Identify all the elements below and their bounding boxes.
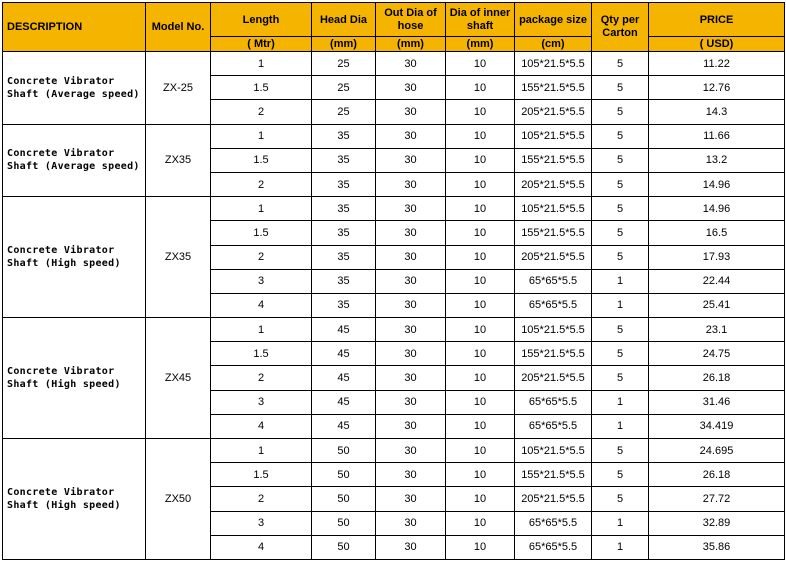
price-cell: 24.75 [649,342,785,366]
qty-cell: 1 [592,414,649,438]
length-cell: 1 [211,318,312,342]
qty-cell: 1 [592,511,649,535]
model-cell: ZX35 [146,124,211,197]
description-cell: Concrete Vibrator Shaft (High speed) [3,318,146,439]
model-cell: ZX50 [146,439,211,560]
description-cell: Concrete Vibrator Shaft (High speed) [3,197,146,318]
length-cell: 2 [211,366,312,390]
inner-dia-cell: 10 [446,269,515,293]
header-description: DESCRIPTION [3,3,146,52]
out-dia-cell: 30 [376,366,446,390]
qty-cell: 5 [592,318,649,342]
head-dia-cell: 45 [312,366,376,390]
qty-cell: 5 [592,342,649,366]
qty-cell: 5 [592,197,649,221]
price-cell: 13.2 [649,148,785,172]
package-cell: 205*21.5*5.5 [515,100,592,124]
price-cell: 26.18 [649,463,785,487]
inner-dia-cell: 10 [446,366,515,390]
package-cell: 105*21.5*5.5 [515,197,592,221]
qty-cell: 5 [592,172,649,196]
out-dia-cell: 30 [376,148,446,172]
out-dia-cell: 30 [376,293,446,317]
header-price: PRICE [649,3,785,37]
length-cell: 1.5 [211,463,312,487]
out-dia-cell: 30 [376,269,446,293]
inner-dia-cell: 10 [446,487,515,511]
price-cell: 17.93 [649,245,785,269]
out-dia-cell: 30 [376,487,446,511]
inner-dia-cell: 10 [446,245,515,269]
price-cell: 23.1 [649,318,785,342]
header-inner-dia-unit: (mm) [446,37,515,52]
price-cell: 14.96 [649,172,785,196]
head-dia-cell: 35 [312,197,376,221]
qty-cell: 1 [592,535,649,559]
qty-cell: 5 [592,245,649,269]
length-cell: 4 [211,293,312,317]
qty-cell: 5 [592,148,649,172]
length-cell: 1.5 [211,342,312,366]
head-dia-cell: 35 [312,124,376,148]
out-dia-cell: 30 [376,463,446,487]
qty-cell: 5 [592,487,649,511]
model-cell: ZX35 [146,197,211,318]
length-cell: 1 [211,52,312,76]
head-dia-cell: 35 [312,269,376,293]
inner-dia-cell: 10 [446,318,515,342]
inner-dia-cell: 10 [446,511,515,535]
out-dia-cell: 30 [376,197,446,221]
package-cell: 65*65*5.5 [515,269,592,293]
qty-cell: 1 [592,390,649,414]
inner-dia-cell: 10 [446,52,515,76]
head-dia-cell: 45 [312,414,376,438]
inner-dia-cell: 10 [446,463,515,487]
package-cell: 105*21.5*5.5 [515,124,592,148]
price-cell: 14.96 [649,197,785,221]
length-cell: 1.5 [211,76,312,100]
package-cell: 205*21.5*5.5 [515,366,592,390]
head-dia-cell: 35 [312,245,376,269]
header-package-unit: (cm) [515,37,592,52]
table-row [3,124,785,148]
qty-cell: 5 [592,439,649,463]
package-cell: 65*65*5.5 [515,293,592,317]
out-dia-cell: 30 [376,414,446,438]
length-cell: 1.5 [211,221,312,245]
header-package: package size [515,3,592,37]
head-dia-cell: 25 [312,76,376,100]
inner-dia-cell: 10 [446,414,515,438]
length-cell: 1.5 [211,148,312,172]
length-cell: 2 [211,100,312,124]
package-cell: 155*21.5*5.5 [515,342,592,366]
qty-cell: 5 [592,124,649,148]
head-dia-cell: 45 [312,342,376,366]
price-cell: 11.66 [649,124,785,148]
description-cell: Concrete Vibrator Shaft (Average speed) [3,52,146,125]
header-inner-dia: Dia of inner shaft [446,3,515,37]
inner-dia-cell: 10 [446,124,515,148]
head-dia-cell: 45 [312,318,376,342]
inner-dia-cell: 10 [446,221,515,245]
price-cell: 12.76 [649,76,785,100]
header-model: Model No. [146,3,211,52]
qty-cell: 5 [592,463,649,487]
head-dia-cell: 35 [312,221,376,245]
package-cell: 205*21.5*5.5 [515,487,592,511]
head-dia-cell: 25 [312,52,376,76]
table-row [3,197,785,221]
header-out-dia: Out Dia of hose [376,3,446,37]
length-cell: 3 [211,511,312,535]
price-cell: 14.3 [649,100,785,124]
head-dia-cell: 50 [312,463,376,487]
price-cell: 11.22 [649,52,785,76]
length-cell: 2 [211,245,312,269]
inner-dia-cell: 10 [446,535,515,559]
length-cell: 2 [211,172,312,196]
out-dia-cell: 30 [376,172,446,196]
head-dia-cell: 50 [312,439,376,463]
package-cell: 65*65*5.5 [515,390,592,414]
model-cell: ZX45 [146,318,211,439]
length-cell: 1 [211,439,312,463]
package-cell: 155*21.5*5.5 [515,463,592,487]
out-dia-cell: 30 [376,511,446,535]
qty-cell: 5 [592,100,649,124]
out-dia-cell: 30 [376,100,446,124]
qty-cell: 5 [592,221,649,245]
header-head-dia-unit: (mm) [312,37,376,52]
head-dia-cell: 35 [312,293,376,317]
header-length-unit: ( Mtr) [211,37,312,52]
length-cell: 1 [211,124,312,148]
price-cell: 32.89 [649,511,785,535]
qty-cell: 5 [592,76,649,100]
package-cell: 205*21.5*5.5 [515,245,592,269]
out-dia-cell: 30 [376,124,446,148]
package-cell: 205*21.5*5.5 [515,172,592,196]
table-row [3,318,785,342]
length-cell: 2 [211,487,312,511]
price-cell: 22.44 [649,269,785,293]
out-dia-cell: 30 [376,76,446,100]
length-cell: 1 [211,197,312,221]
header-qty: Qty per Carton [592,3,649,52]
head-dia-cell: 50 [312,535,376,559]
header-head-dia: Head Dia [312,3,376,37]
package-cell: 155*21.5*5.5 [515,221,592,245]
inner-dia-cell: 10 [446,100,515,124]
inner-dia-cell: 10 [446,439,515,463]
out-dia-cell: 30 [376,221,446,245]
package-cell: 105*21.5*5.5 [515,318,592,342]
head-dia-cell: 25 [312,100,376,124]
package-cell: 105*21.5*5.5 [515,52,592,76]
table-body [3,52,785,560]
out-dia-cell: 30 [376,535,446,559]
package-cell: 65*65*5.5 [515,535,592,559]
inner-dia-cell: 10 [446,293,515,317]
package-cell: 155*21.5*5.5 [515,76,592,100]
package-cell: 65*65*5.5 [515,414,592,438]
length-cell: 4 [211,535,312,559]
table-row [3,52,785,76]
package-cell: 105*21.5*5.5 [515,439,592,463]
inner-dia-cell: 10 [446,76,515,100]
qty-cell: 1 [592,293,649,317]
model-cell: ZX-25 [146,52,211,125]
price-cell: 35.86 [649,535,785,559]
price-cell: 27.72 [649,487,785,511]
inner-dia-cell: 10 [446,172,515,196]
inner-dia-cell: 10 [446,342,515,366]
out-dia-cell: 30 [376,52,446,76]
head-dia-cell: 45 [312,390,376,414]
header-length: Length [211,3,312,37]
length-cell: 3 [211,269,312,293]
head-dia-cell: 35 [312,148,376,172]
price-cell: 26.18 [649,366,785,390]
description-cell: Concrete Vibrator Shaft (High speed) [3,439,146,560]
price-cell: 31.46 [649,390,785,414]
inner-dia-cell: 10 [446,390,515,414]
description-cell: Concrete Vibrator Shaft (Average speed) [3,124,146,197]
qty-cell: 5 [592,52,649,76]
package-cell: 155*21.5*5.5 [515,148,592,172]
length-cell: 4 [211,414,312,438]
out-dia-cell: 30 [376,318,446,342]
price-table [2,2,785,560]
head-dia-cell: 35 [312,172,376,196]
header-out-dia-unit: (mm) [376,37,446,52]
table-row [3,439,785,463]
out-dia-cell: 30 [376,342,446,366]
inner-dia-cell: 10 [446,148,515,172]
head-dia-cell: 50 [312,487,376,511]
qty-cell: 5 [592,366,649,390]
out-dia-cell: 30 [376,439,446,463]
package-cell: 65*65*5.5 [515,511,592,535]
out-dia-cell: 30 [376,245,446,269]
out-dia-cell: 30 [376,390,446,414]
header-price-unit: ( USD) [649,37,785,52]
price-cell: 16.5 [649,221,785,245]
price-cell: 24.695 [649,439,785,463]
price-cell: 25.41 [649,293,785,317]
head-dia-cell: 50 [312,511,376,535]
length-cell: 3 [211,390,312,414]
qty-cell: 1 [592,269,649,293]
inner-dia-cell: 10 [446,197,515,221]
price-cell: 34.419 [649,414,785,438]
